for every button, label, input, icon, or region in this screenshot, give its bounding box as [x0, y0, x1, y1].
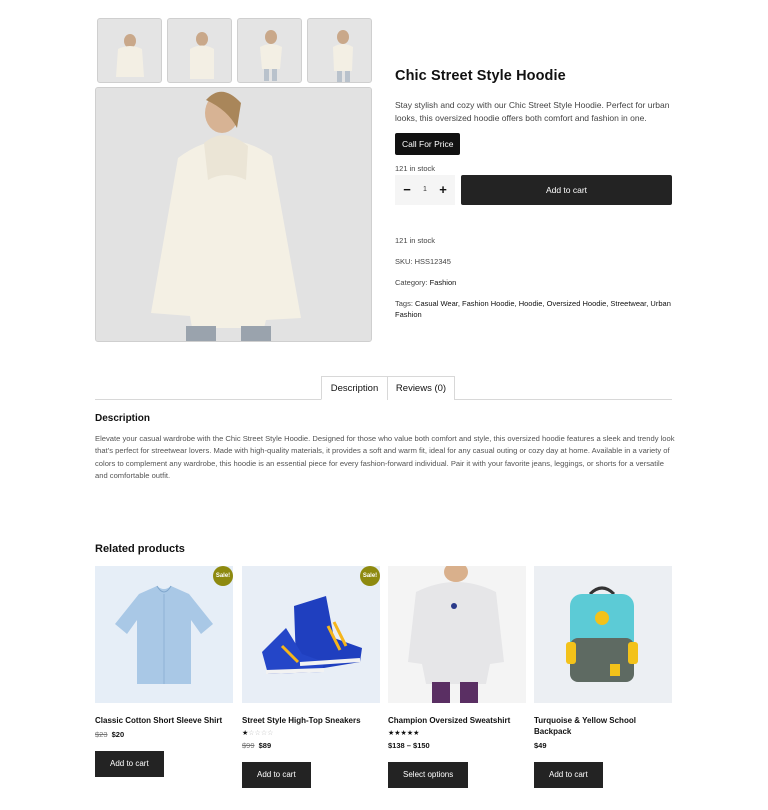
- tags-links[interactable]: Casual Wear, Fashion Hoodie, Hoodie, Oversized Hoodie, Streetwear, Urban Fashion: [395, 299, 671, 319]
- product-price: [534, 741, 672, 750]
- tags-label: Tags:: [395, 299, 413, 308]
- related-product-card: [95, 566, 233, 777]
- sale-price: $89: [258, 741, 272, 750]
- related-product-card: [534, 566, 672, 788]
- sale-badge: Sale!: [213, 566, 233, 586]
- product-name[interactable]: Classic Cotton Short Sleeve Shirt: [95, 716, 223, 725]
- product-price: [388, 741, 526, 750]
- rating-stars: ★☆☆☆☆: [242, 730, 274, 737]
- hoodie-photo-icon: [308, 19, 372, 83]
- sku: SKU: HSS12345: [395, 257, 451, 266]
- quantity-input[interactable]: 1: [423, 186, 427, 193]
- backpack-photo-icon: [534, 566, 672, 703]
- plus-icon[interactable]: +: [439, 182, 447, 197]
- tab-reviews[interactable]: Reviews (0): [387, 376, 455, 400]
- stock-status: 121 in stock: [395, 164, 436, 173]
- sale-price: $20: [111, 730, 125, 739]
- product-price: [95, 730, 233, 739]
- gallery-thumbnails: [97, 18, 372, 83]
- old-price: $99: [242, 741, 255, 750]
- sneakers-photo-icon: [242, 566, 380, 703]
- sweatshirt-photo-icon: [388, 566, 526, 703]
- product-name[interactable]: Champion Oversized Sweatshirt: [388, 716, 511, 725]
- category-label: Category:: [395, 278, 428, 287]
- add-to-cart-button[interactable]: Add to cart: [242, 762, 311, 788]
- add-to-cart-button[interactable]: Add to cart: [534, 762, 603, 788]
- related-product-card: [388, 566, 526, 788]
- description-panel: [95, 413, 675, 482]
- product-short-description: Stay stylish and cozy with our Chic Street Style Hoodie. Perfect for urban looks, this oversized hoodie offers both comfort and fashion in one.: [395, 100, 670, 123]
- thumbnail-1[interactable]: [97, 18, 162, 83]
- quantity-stepper: [395, 175, 455, 205]
- product-name[interactable]: Turquoise & Yellow School Backpack: [534, 716, 636, 736]
- thumbnail-2[interactable]: [167, 18, 232, 83]
- shirt-photo-icon: [95, 566, 233, 703]
- product-summary: [395, 66, 675, 319]
- hoodie-photo-icon: [168, 19, 232, 83]
- product-image[interactable]: [95, 566, 233, 703]
- category-link[interactable]: Fashion: [429, 278, 457, 287]
- product-image[interactable]: [242, 566, 380, 703]
- description-body: Elevate your casual wardrobe with the Chic Street Style Hoodie. Designed for those who value both comfort and style, this oversized hoodie features a sleek and trendy look that’s perfect for streetwear lovers. Made with high-quality materials, it provides a soft and warm fit, ideal for any casual outing or cozy day at home. Available in a variety of colors to complement any wardrobe, this hoodie is an essential piece for every fashion-forward individual. Pair it with your favorite jeans, leggings, or shorts for a versatile and comfortable outfit.: [95, 434, 675, 480]
- related-product-card: [242, 566, 380, 788]
- old-price: $23: [95, 730, 108, 739]
- product-image[interactable]: [534, 566, 672, 703]
- minus-icon[interactable]: −: [403, 182, 411, 197]
- price-range: $138 – $150: [388, 741, 430, 750]
- tab-description[interactable]: Description: [321, 376, 388, 400]
- meta-stock: 121 in stock: [395, 236, 436, 245]
- related-products-title: Related products: [95, 543, 185, 555]
- product-price: [242, 741, 380, 750]
- rating-stars: ★★★★★: [388, 730, 420, 737]
- hoodie-photo-icon: [98, 19, 162, 83]
- product-title: Chic Street Style Hoodie: [395, 68, 566, 84]
- add-to-cart-row: [395, 175, 672, 205]
- thumbnail-4[interactable]: [307, 18, 372, 83]
- add-to-cart-button[interactable]: Add to cart: [461, 175, 672, 205]
- sale-badge: Sale!: [360, 566, 380, 586]
- select-options-button[interactable]: Select options: [388, 762, 468, 788]
- add-to-cart-button[interactable]: Add to cart: [95, 751, 164, 777]
- hoodie-photo-icon: [96, 88, 372, 342]
- category-line: [395, 277, 675, 288]
- call-for-price-button[interactable]: Call For Price: [395, 133, 460, 155]
- price: $49: [534, 741, 547, 750]
- product-name[interactable]: Street Style High-Top Sneakers: [242, 716, 361, 725]
- tags-line: [395, 298, 675, 320]
- thumbnail-3[interactable]: [237, 18, 302, 83]
- hoodie-photo-icon: [238, 19, 302, 83]
- main-product-image[interactable]: [95, 87, 372, 342]
- description-heading: Description: [95, 413, 151, 424]
- product-image[interactable]: [388, 566, 526, 703]
- product-meta: [395, 235, 675, 330]
